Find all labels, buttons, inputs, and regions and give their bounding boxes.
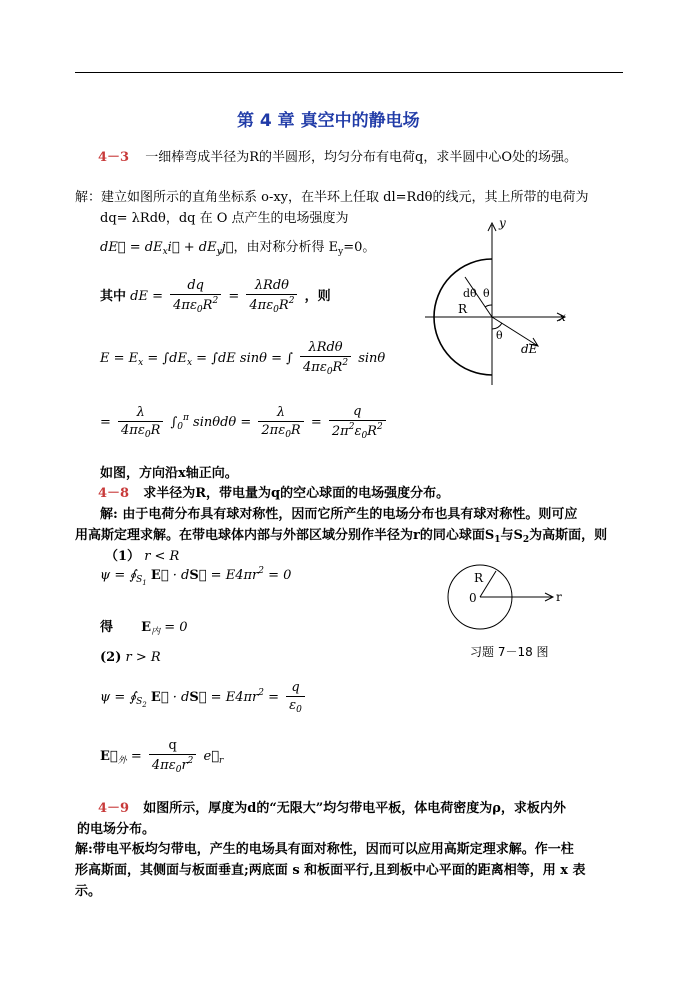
eq-text: =0。 (343, 240, 376, 255)
label-y: y (499, 216, 506, 230)
solution-text: 为高斯面，则 (529, 528, 608, 543)
solution-text: 用高斯定理求解。在带电球体内部与外部区域分别作半径为r的同心球面S (75, 528, 495, 543)
solution-line: dq= λRdθ，dq 在 O 点产生的电场强度为 (100, 211, 349, 226)
problem-4-9 (98, 797, 566, 816)
chapter-title: 第 4 章 真空中的静电场 (237, 111, 420, 131)
label-dE: dE (521, 342, 538, 356)
problem-4-3 (98, 146, 577, 165)
equation-E-result: = $\frac{\lambda}{4\pi\varepsilon_0R}$ $\int_0^\pi$ sinθdθ = $\frac{\lambda}{2\pi\varepsilon_0R}$ = $\frac{q}{2\pi^2\varepsilon_0R^2}$ (100, 404, 389, 441)
eq-sub: y (338, 247, 344, 257)
solution-line (75, 524, 607, 545)
label-dtheta: dθ (463, 287, 477, 300)
result-inner: 得 $E_内 = 0$ (100, 620, 188, 637)
solution-line: 示。 (75, 884, 102, 899)
equation-flux-outer: $\psi = ∮_{S_2}$ E⃗ · dS⃗ = $E4\pi r^2$ = $\frac{q}{\varepsilon_0}$ (100, 680, 308, 715)
label-origin: 0 (469, 591, 477, 605)
problem-text: 的电场分布。 (77, 822, 156, 837)
problem-text: 一细棒弯成半径为R的半圆形，均匀分布有电荷q，求半圆中心O处的场强。 (145, 150, 578, 165)
solution-text: 由于电荷分布具有球对称性，因而它所产生的电场分布也具有球对称性。则可应 (117, 507, 578, 522)
semicircle-figure (425, 215, 575, 390)
header-rule (75, 72, 623, 73)
equation-E-integral: $E = E_x = \int dE_x = \int dE$ sinθ = ∫ $\frac{\text{λRdθ}}{4\pi\varepsilon_0R^2}$ sinθ (100, 340, 386, 377)
eq-label: 其中 (100, 289, 127, 304)
theta-arc (485, 305, 492, 307)
equation-E-outer: $E⃗_外$ = $\frac{q}{4\pi\varepsilon_0r^2}$ $e⃗_r$ (100, 738, 224, 775)
equation-dE: 其中 dE = $\frac{dq}{4\pi\varepsilon_0R^2}$ = $\frac{\text{λRdθ}}{4\pi\varepsilon_0R^2}$ ，则 (100, 278, 331, 315)
jie-label: 解: (100, 507, 118, 522)
conclusion-text: 如图，方向沿x轴正向。 (100, 466, 238, 481)
label-theta: θ (483, 287, 490, 300)
case-2: (2) r > R (100, 650, 161, 665)
label-r: r (556, 590, 562, 604)
de-label: 得 (100, 620, 114, 635)
solution-text: 与S (500, 528, 523, 543)
label-theta: θ (496, 329, 503, 342)
equation-dE-components: dE⃗ = $dE_xi⃗$ + $dE_yj⃗$，由对称分析得 $E_y=0$。 (100, 240, 376, 257)
figure-caption: 习题 7－18 图 (470, 645, 549, 659)
subscript: 2 (522, 535, 530, 545)
problem-number: 4－3 (98, 150, 130, 165)
solution-line: 形高斯面，其侧面与板面垂直;两底面 s 和板面平行,且到板中心平面的距离相等，用 x 表 (75, 863, 586, 878)
equation-flux-inner: $\psi = ∮_{S_1}$ E⃗ · dS⃗ = $E4\pi r^2 = 0$ (100, 566, 292, 587)
problem-text: 如图所示，厚度为d的“无限大”均匀带电平板，体电荷密度为ρ，求板内外 (143, 801, 566, 816)
solution-line: 解:带电平板均匀带电，产生的电场具有面对称性，因而可以应用高斯定理求解。作一柱 (75, 842, 574, 857)
case-1: （1） r < R (105, 549, 180, 564)
problem-4-8 (98, 482, 449, 501)
problem-text: 求半径为R，带电量为q的空心球面的电场强度分布。 (143, 486, 450, 501)
solution-line (100, 503, 577, 522)
label-R: R (474, 571, 484, 585)
solution-line: 解：建立如图所示的直角坐标系 o-xy，在半环上任取 dl=Rdθ的线元，其上所带的电荷为 (75, 190, 589, 205)
case-label: （1） (105, 549, 141, 564)
eq-label: ，则 (304, 289, 331, 304)
eq-text: ，由对称分析得 E (233, 240, 339, 255)
subscript: 1 (494, 535, 501, 545)
problem-number: 4－9 (98, 801, 130, 816)
label-R: R (458, 302, 468, 316)
label-x: x (559, 310, 566, 324)
problem-number: 4－8 (98, 486, 130, 501)
sphere-figure (440, 560, 570, 630)
case-label: (2) (100, 650, 122, 665)
